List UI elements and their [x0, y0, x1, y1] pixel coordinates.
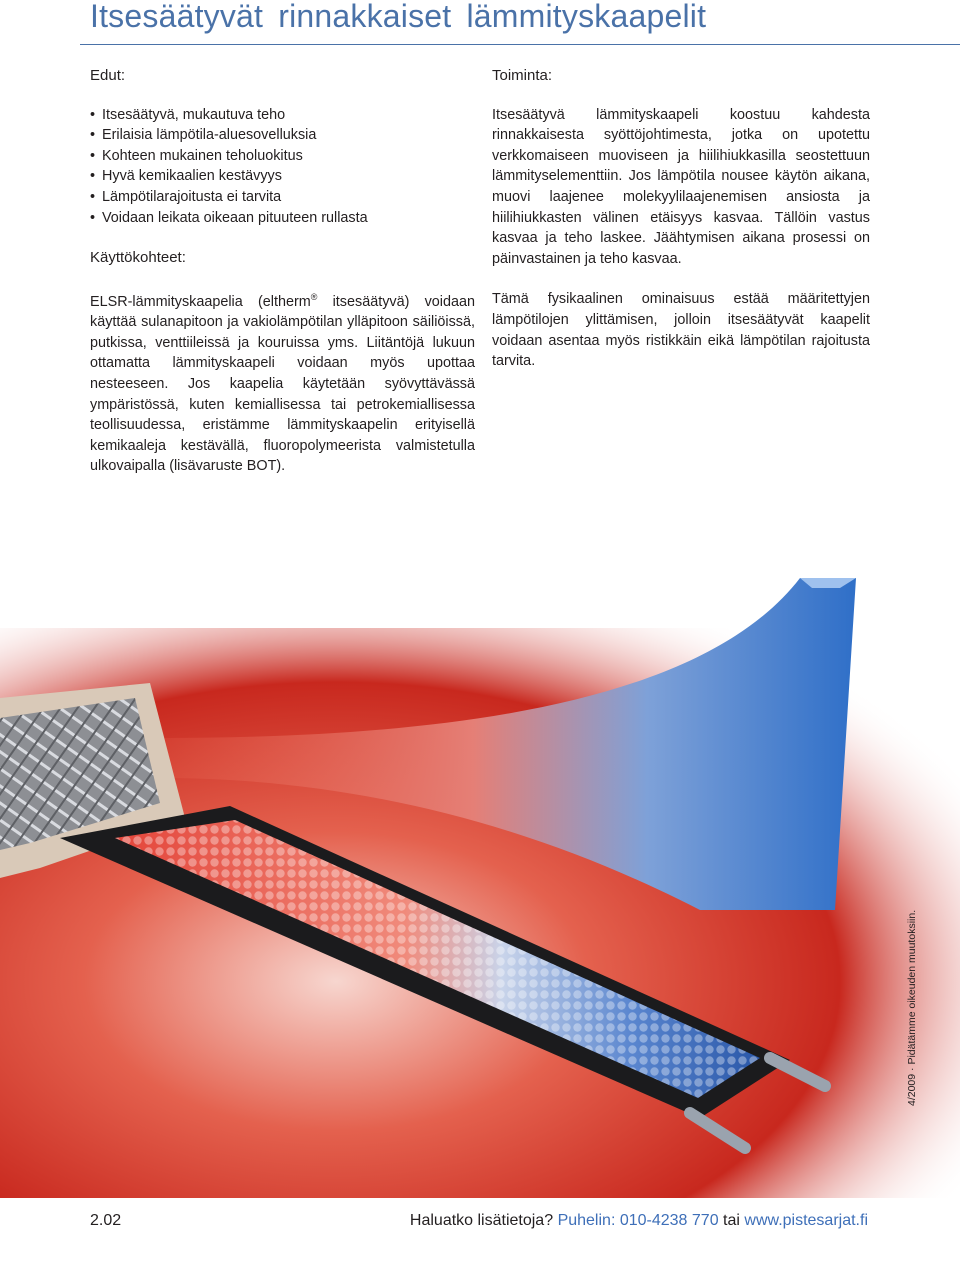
registered-mark: ® [310, 291, 318, 302]
advantages-list [90, 105, 475, 229]
footer-phone: Puhelin: 010-4238 770 [557, 1212, 719, 1229]
uses-heading: Käyttökohteet: [90, 249, 186, 267]
footer-contact [410, 1212, 868, 1230]
uses-paragraph [90, 287, 475, 477]
heating-cable-illustration [0, 538, 960, 1198]
function-paragraph-1: Itsesäätyvä lämmityskaapeli koostuu kahdesta rinnakkaisesta syöttöjohtimesta, jotka on upotettu verkkomaiseen muoviseen ja hiilihiukkasilla seostettuun lämmityselementtiin. Jos lämpötila nousee käytön aikana, muovi laajenee molekyylilaajenemisen ansiosta ja hiilihiukkasten välinen etäisyys kasvaa. Tällöin vastus kasvaa ja teho laskee. Jäähtymisen aikana prosessi on päinvastainen ja teho kasvaa. [492, 106, 870, 267]
list-item: • Hyvä kemikaalien kestävyys [90, 166, 475, 187]
footer-website-link[interactable]: www.pistesarjat.fi [744, 1212, 868, 1229]
revision-note: 4/2009 · Pidätämme oikeuden muutoksiin. [906, 909, 918, 1106]
function-heading: Toiminta: [492, 67, 553, 84]
list-item: • Erilaisia lämpötila-aluesovelluksia [90, 125, 475, 146]
page-title: Itsesäätyvät rinnakkaiset lämmityskaapelit [90, 0, 707, 34]
footer-question: Haluatko lisätietoja? [409, 1212, 554, 1229]
advantages-heading: Edut: [90, 67, 126, 84]
list-item: • Itsesäätyvä, mukautuva teho [90, 105, 475, 126]
function-paragraph-2: Tämä fysikaalinen ominaisuus estää määritettyjen lämpötilojen ylittämisen, jolloin itsesäätyvät kaapelit voidaan asentaa myös ristikkäin eikä lämpötilan rajoitusta tarvita. [492, 291, 870, 370]
left-column [90, 66, 475, 497]
right-column [492, 66, 870, 392]
uses-text-start: ELSR-lämmityskaapelia (eltherm [90, 293, 311, 310]
page-number: 2.02 [90, 1212, 122, 1229]
title-rule [80, 44, 960, 45]
footer-or: tai [723, 1212, 740, 1229]
list-item: • Voidaan leikata oikeaan pituuteen rullasta [90, 208, 475, 229]
uses-text-rest: itsesäätyvä) voidaan käyttää sulanapitoon ja vakiolämpötilan ylläpitoon säiliöissä, putkissa, venttiileissä ja kouruissa yms. Liitäntöjä lukuun ottamatta lämmityskaapeli voidaan myös upottaa nesteeseen. Jos kaapelia käytetään syövyttävässä ympäristössä, kuten kemiallisessa tai petrokemiallisessa teollisuudessa, eristämme lämmityskaapelin erityisellä kemikaaleja kestävällä, fluoropolymeerista valmistetulla ulkovaipalla (lisävaruste BOT). [90, 293, 476, 475]
list-item: • Lämpötilarajoitusta ei tarvita [90, 187, 475, 208]
list-item: • Kohteen mukainen teholuokitus [90, 146, 475, 167]
